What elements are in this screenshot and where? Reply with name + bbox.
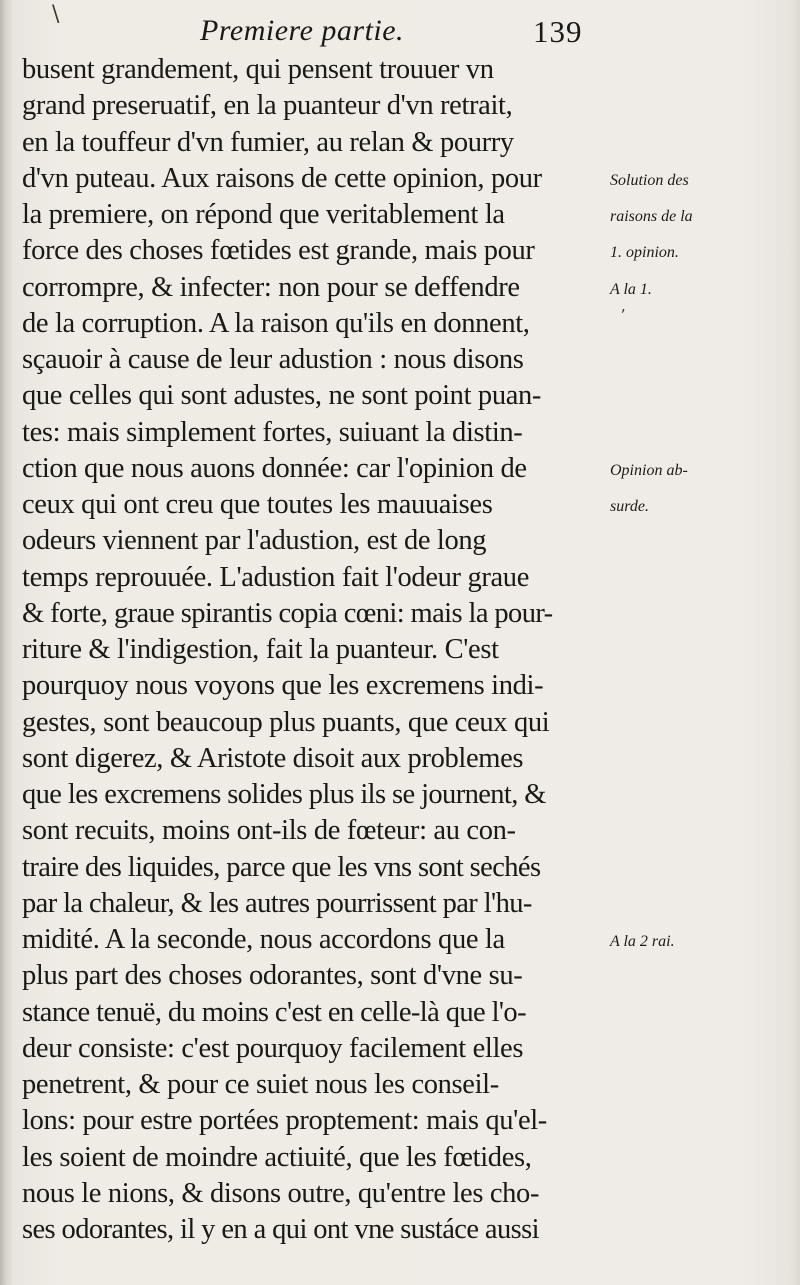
text-line: la premiere, on répond que veritablement la bbox=[22, 199, 505, 230]
body-text bbox=[22, 52, 612, 1248]
marginal-note: surde. bbox=[610, 498, 649, 515]
text-line: odeurs viennent par l'adustion, est de long bbox=[22, 525, 487, 557]
marginal-note: Opinion ab- bbox=[610, 461, 688, 479]
text-line: sont recuits, moins ont-ils de fœteur: au con- bbox=[22, 815, 516, 847]
text-line: & forte, graue spirantis copia cœni: mais la pour- bbox=[22, 597, 553, 629]
text-line: ceux qui ont creu que toutes les mauuaises bbox=[22, 489, 493, 520]
text-line: midité. A la seconde, nous accordons que la bbox=[22, 924, 505, 955]
text-line: riture & l'indigestion, fait la puanteur. C'est bbox=[22, 634, 499, 665]
marginal-note: A la 2 rai. bbox=[610, 933, 675, 950]
text-line: deur consiste: c'est pourquoy facilement elles bbox=[22, 1032, 524, 1064]
text-line: penetrent, & pour ce suiet nous les conseil- bbox=[22, 1069, 499, 1100]
text-line: stance tenuë, du moins c'est en celle-là que l'o- bbox=[22, 996, 526, 1028]
marginal-note: raisons de la bbox=[610, 208, 693, 225]
text-line: force des choses fœtides est grande, mais pour bbox=[22, 235, 535, 267]
text-line: tes: mais simplement fortes, suiuant la distin- bbox=[22, 416, 523, 448]
ink-speck-mark: \ bbox=[52, 2, 60, 27]
text-line: nous le nions, & disons outre, qu'entre les cho- bbox=[22, 1177, 540, 1209]
text-line: sont digerez, & Aristote disoit aux problemes bbox=[22, 742, 524, 774]
text-line: temps reprouuée. L'adustion fait l'odeur graue bbox=[22, 561, 529, 593]
marginal-note: 1. opinion. bbox=[610, 244, 679, 262]
text-line: busent grandement, qui pensent trouuer vn bbox=[22, 54, 494, 85]
text-line: ses odorantes, il y en a qui ont vne sustáce aussi bbox=[22, 1214, 539, 1245]
text-line: traire des liquides, parce que les vns sont sechés bbox=[22, 851, 541, 883]
text-line: par la chaleur, & les autres pourrissent par l'hu- bbox=[22, 887, 532, 919]
text-line: de la corruption. A la raison qu'ils en donnent, bbox=[22, 307, 530, 339]
text-line: ction que nous auons donnée: car l'opinion de bbox=[22, 452, 527, 484]
page-number: 139 bbox=[533, 14, 583, 49]
text-line: que les excremens solides plus ils se journent, & bbox=[22, 779, 546, 810]
text-line: en la touffeur d'vn fumier, au relan & pourry bbox=[22, 126, 514, 158]
text-line: grand preseruatif, en la puanteur d'vn retrait, bbox=[22, 90, 513, 122]
text-line: que celles qui sont adustes, ne sont point puan- bbox=[22, 380, 542, 412]
text-line: plus part des choses odorantes, sont d'vne su- bbox=[22, 960, 523, 992]
text-line: corrompre, & infecter: non pour se deffendre bbox=[22, 271, 520, 303]
text-line: lons: pour estre portées proptement: mais qu'el- bbox=[22, 1105, 547, 1137]
text-line: sçauoir à cause de leur adustion : nous disons bbox=[22, 344, 524, 375]
running-head-title: Premiere partie. bbox=[200, 14, 405, 47]
text-line: gestes, sont beaucoup plus puants, que ceux qui bbox=[22, 706, 550, 738]
text-line: les soient de moindre actiuité, que les fœtides, bbox=[22, 1141, 532, 1173]
marginal-note: Solution des bbox=[610, 171, 689, 189]
ink-speck-mark: ʼ bbox=[620, 306, 626, 325]
marginal-note: A la 1. bbox=[610, 280, 652, 298]
running-head bbox=[200, 14, 620, 54]
text-line: pourquoy nous voyons que les excremens indi- bbox=[22, 670, 544, 702]
text-line: d'vn puteau. Aux raisons de cette opinion, pour bbox=[22, 162, 542, 194]
